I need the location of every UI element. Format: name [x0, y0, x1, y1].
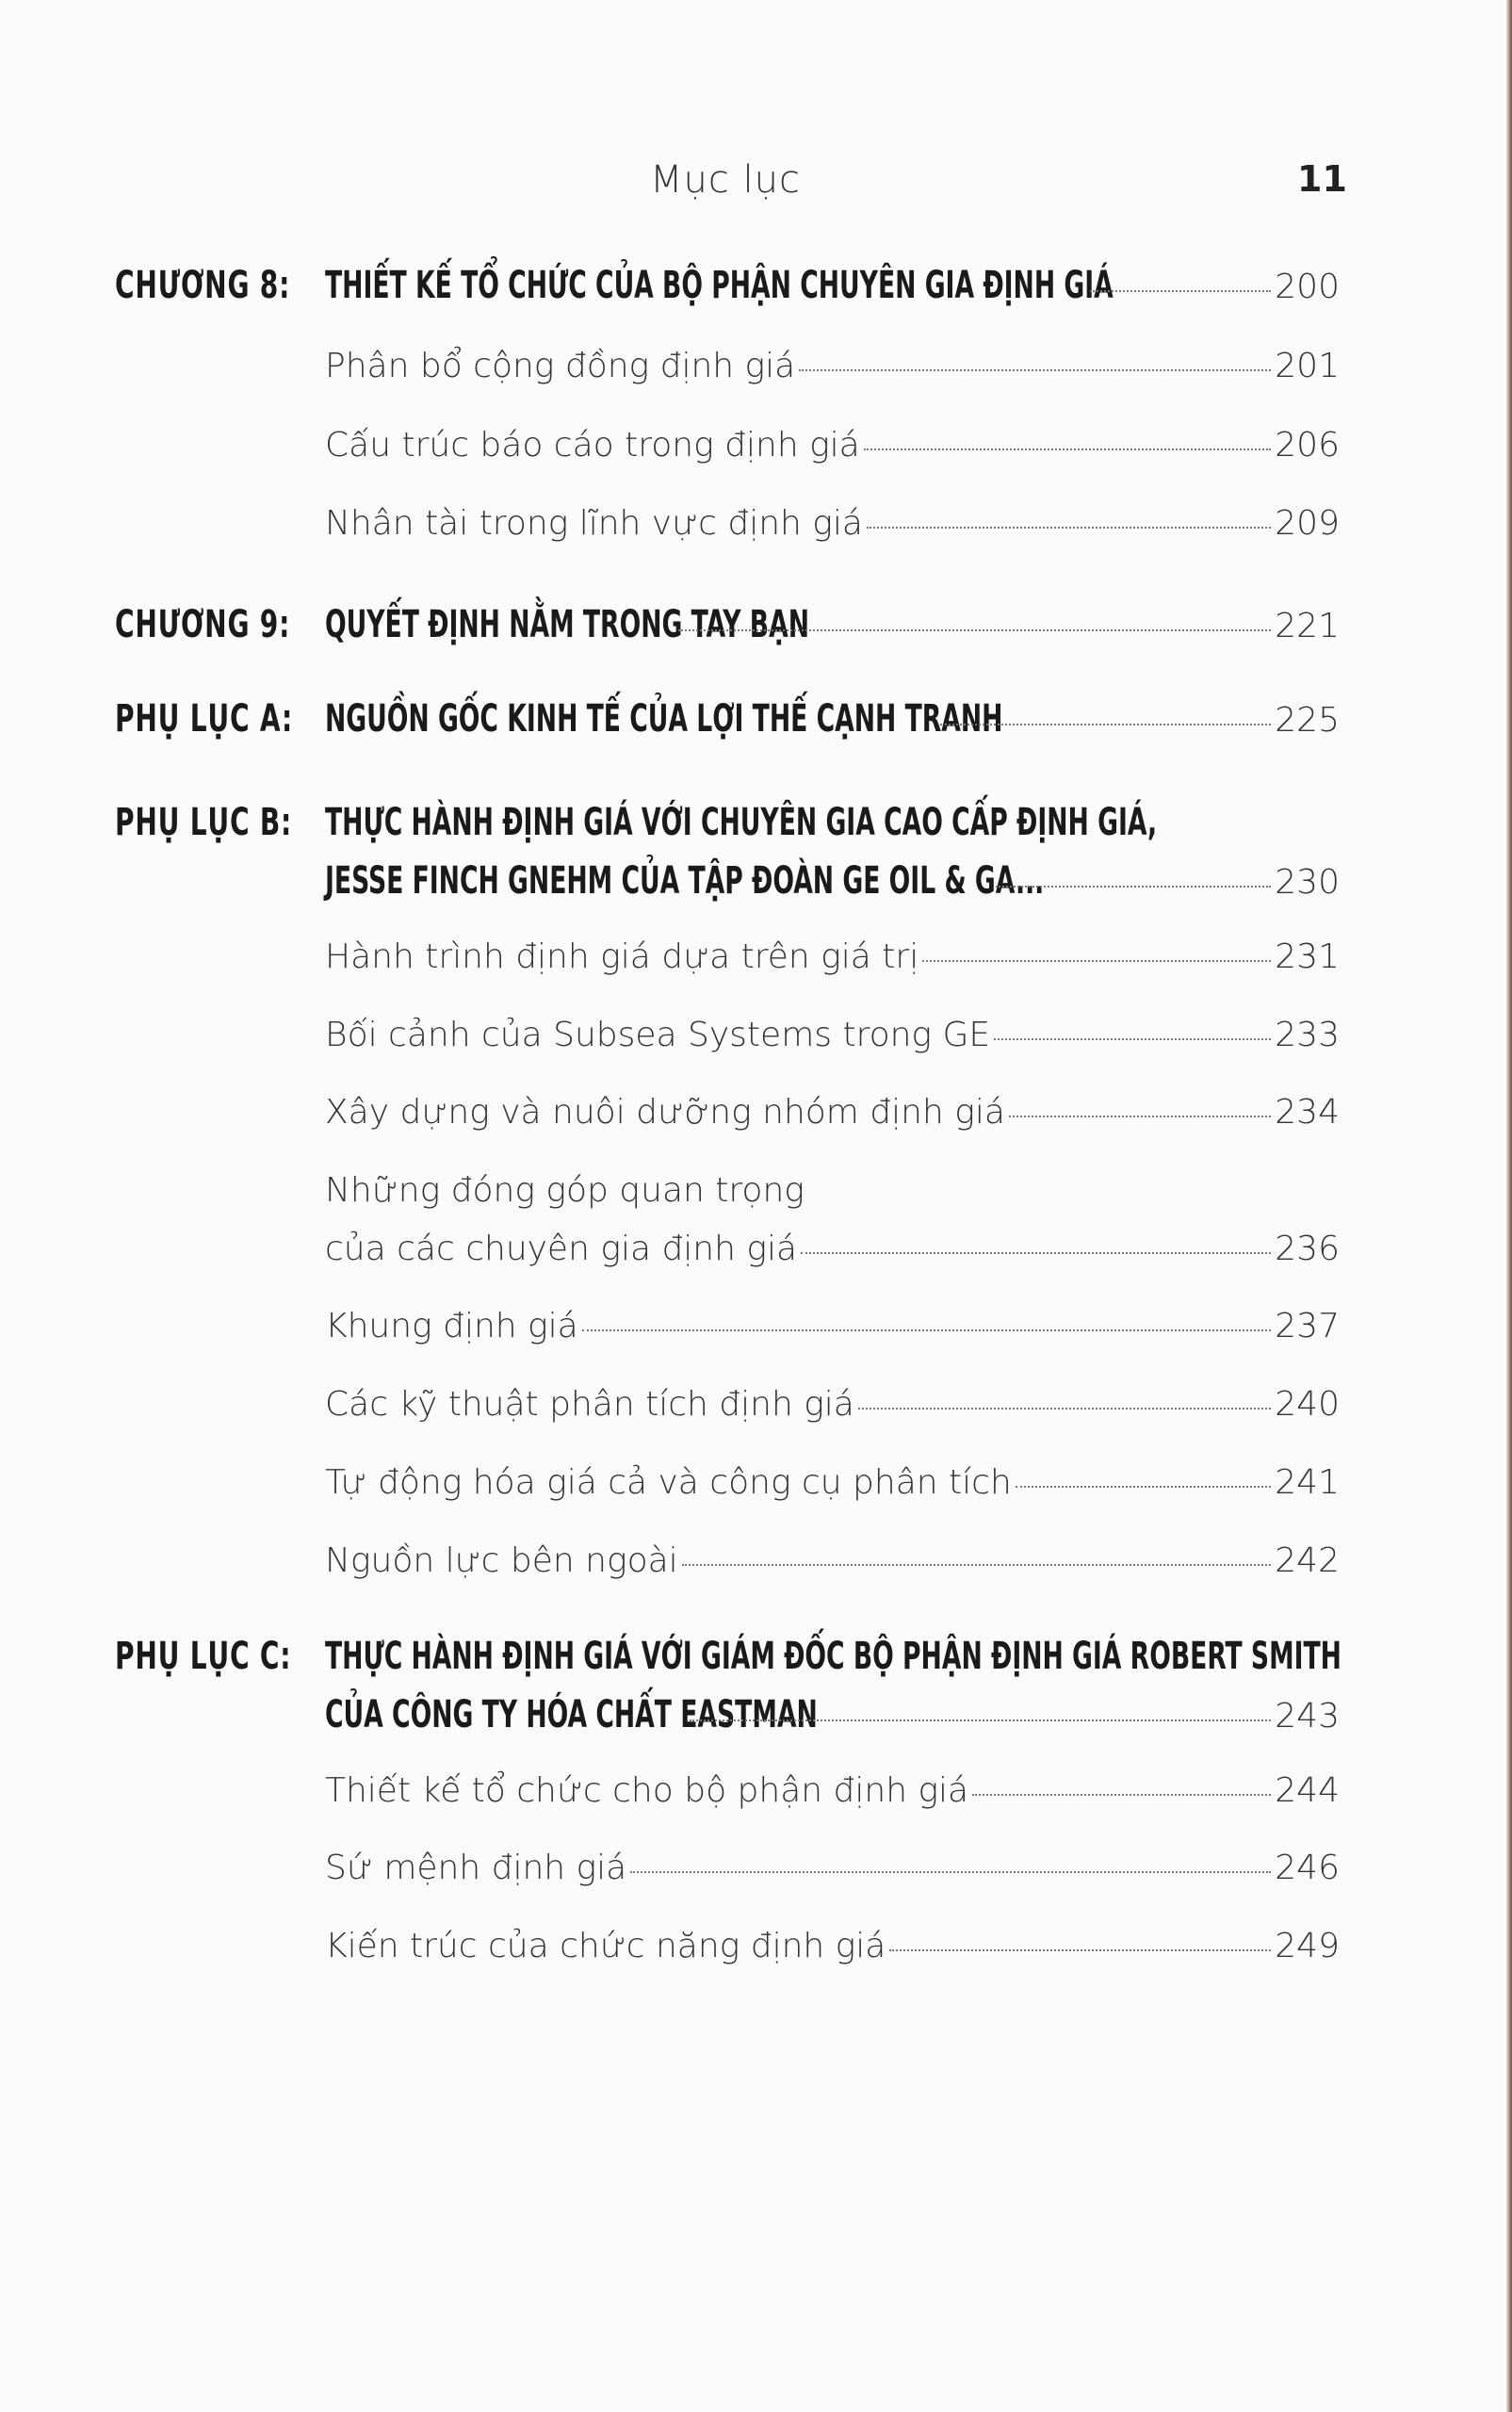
- dot-leader: [582, 1329, 1272, 1331]
- dot-leader: [940, 724, 1271, 725]
- dot-leader: [994, 1038, 1271, 1040]
- entry-page-number: 240: [1275, 1385, 1340, 1424]
- entry-title: Bối cảnh của Subsea Systems trong GE: [325, 1016, 991, 1054]
- entry-page-number: 234: [1275, 1093, 1340, 1132]
- entry-title: NGUỒN GỐC KINH TẾ CỦA LỢI THẾ CẠNH TRANH: [325, 697, 1003, 741]
- dot-leader: [801, 1252, 1271, 1254]
- entry-title: Xây dựng và nuôi dưỡng nhóm định giá: [325, 1093, 1005, 1132]
- entry-page-number: 201: [1275, 347, 1340, 385]
- entry-title: Nguồn lực bên ngoài: [325, 1541, 678, 1580]
- entry-leader-line: [325, 1541, 1340, 1580]
- page-header: [0, 158, 1512, 215]
- entry-page-number: 200: [1275, 268, 1340, 306]
- entry-leader-line: [325, 859, 1340, 903]
- entry-page-number: 244: [1275, 1771, 1340, 1810]
- entry-leader-line: [325, 1849, 1340, 1887]
- dot-leader: [864, 448, 1272, 450]
- entry-leader-line: [325, 1771, 1340, 1810]
- dot-leader: [1016, 1486, 1272, 1488]
- entry-leader-line: [325, 504, 1340, 543]
- entry-title: Cấu trúc báo cáo trong định giá: [325, 426, 860, 464]
- dot-leader: [922, 960, 1271, 962]
- dot-leader: [799, 369, 1271, 371]
- entry-title: THIẾT KẾ TỔ CHỨC CỦA BỘ PHẬN CHUYÊN GIA ĐỊNH GIÁ: [325, 264, 1114, 307]
- entry-title: của các chuyên gia định giá: [325, 1230, 798, 1268]
- entry-leader-line: [325, 1385, 1340, 1424]
- entry-leader-line: [325, 1307, 1340, 1345]
- entry-leader-line: [325, 264, 1340, 307]
- entry-title: Kiến trúc của chức năng định giá: [325, 1927, 886, 1965]
- entry-leader-line: [325, 937, 1340, 976]
- entry-title-line: Những đóng góp quan trọng: [325, 1171, 805, 1210]
- entry-title: Các kỹ thuật phân tích định giá: [325, 1385, 854, 1424]
- dot-leader: [630, 1871, 1271, 1873]
- entry-page-number: 241: [1275, 1463, 1340, 1502]
- entry-leader-line: [325, 1463, 1340, 1502]
- entry-title: Thiết kế tổ chức cho bộ phận định giá: [325, 1771, 969, 1810]
- entry-leader-line: [325, 426, 1340, 464]
- entry-title: Tự động hóa giá cả và công cụ phân tích: [325, 1463, 1012, 1502]
- chapter-label: CHƯƠNG 8:: [115, 264, 291, 307]
- entry-leader-line: [325, 347, 1340, 385]
- entry-leader-line: [325, 1693, 1340, 1736]
- entry-page-number: 242: [1275, 1541, 1340, 1580]
- page-number: 11: [1297, 158, 1347, 200]
- entry-leader-line: [325, 603, 1340, 646]
- page-edge: [1506, 0, 1512, 2412]
- chapter-label: PHỤ LỤC C:: [115, 1635, 292, 1678]
- entry-leader-line: [325, 1016, 1340, 1054]
- running-title: Mục lục: [650, 158, 802, 202]
- entry-title: Hành trình định giá dựa trên giá trị: [325, 937, 919, 976]
- dot-leader: [867, 527, 1271, 529]
- entry-page-number: 237: [1275, 1307, 1340, 1345]
- entry-page-number: 230: [1275, 863, 1340, 902]
- dot-leader: [972, 1794, 1271, 1796]
- entry-title: JESSE FINCH GNEHM CỦA TẬP ĐOÀN GE OIL & GA...: [325, 859, 1045, 903]
- entry-leader-line: [325, 1927, 1340, 1965]
- chapter-label: PHỤ LỤC B:: [115, 801, 293, 844]
- dot-leader: [682, 1564, 1272, 1566]
- entry-title: Phân bổ cộng đồng định giá: [325, 347, 796, 385]
- dot-leader: [889, 1949, 1271, 1951]
- dot-leader: [858, 1408, 1271, 1410]
- entry-title: Nhân tài trong lĩnh vực định giá: [325, 504, 863, 543]
- dot-leader: [996, 886, 1271, 888]
- entry-leader-line: [325, 1230, 1340, 1268]
- entry-page-number: 236: [1275, 1230, 1340, 1268]
- entry-page-number: 249: [1275, 1927, 1340, 1965]
- entry-page-number: 246: [1275, 1849, 1340, 1887]
- chapter-label: CHƯƠNG 9:: [115, 603, 291, 646]
- dot-leader: [1009, 1116, 1271, 1117]
- dot-leader: [1090, 290, 1272, 292]
- entry-title-line: THỰC HÀNH ĐỊNH GIÁ VỚI GIÁM ĐỐC BỘ PHẬN ĐỊNH GIÁ ROBERT SMITH: [325, 1635, 1341, 1678]
- chapter-label: PHỤ LỤC A:: [115, 697, 293, 741]
- entry-page-number: 225: [1275, 701, 1340, 740]
- entry-leader-line: [325, 1093, 1340, 1132]
- entry-title: CỦA CÔNG TY HÓA CHẤT EASTMAN: [325, 1693, 818, 1736]
- entry-page-number: 209: [1275, 504, 1340, 543]
- entry-title-line: THỰC HÀNH ĐỊNH GIÁ VỚI CHUYÊN GIA CAO CẤP ĐỊNH GIÁ,: [325, 801, 1158, 844]
- entry-page-number: 221: [1275, 607, 1340, 645]
- entry-title: QUYẾT ĐỊNH NẰM TRONG TAY BẠN: [325, 603, 809, 646]
- entry-page-number: 243: [1275, 1697, 1340, 1736]
- dot-leader: [678, 629, 1271, 631]
- entry-page-number: 206: [1275, 426, 1340, 464]
- entry-title: Khung định giá: [325, 1307, 578, 1345]
- entry-title: Sứ mệnh định giá: [325, 1849, 627, 1887]
- entry-page-number: 231: [1275, 937, 1340, 976]
- dot-leader: [690, 1719, 1271, 1721]
- entry-leader-line: [325, 697, 1340, 741]
- entry-page-number: 233: [1275, 1016, 1340, 1054]
